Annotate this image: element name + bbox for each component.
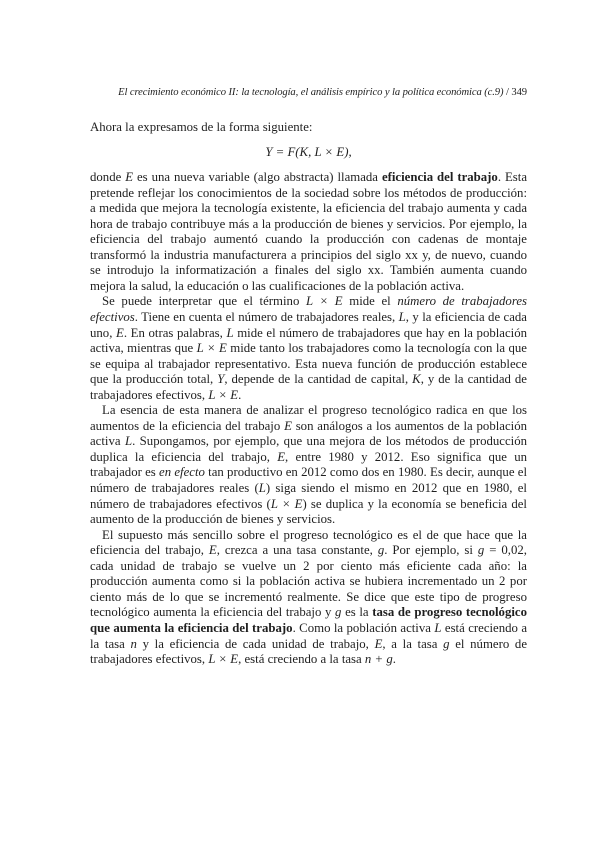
p4-var-g-3: g [335,605,342,620]
p3-text-g: , entre 1980 y 2012. Eso significa que un trabajador es [90,449,528,480]
p3-text-i: tan productivo en 2012 como dos en 1980. Es decir, aunque el número de trabajadores reales ( [90,465,527,496]
paragraph-2 [90,294,527,403]
p4-var-g-4: g [443,636,450,651]
p2-text-g: , y la eficiencia de cada uno, [90,310,527,340]
p4-var-e-2: E [374,636,383,651]
p3-text-m: ) se duplica y la economía se beneficia del aumento de la producción de bienes y servicios. [90,496,527,527]
p4-text-u: , está creciendo a la tasa [238,652,365,667]
p4-text-m: está creciendo a la tasa [90,620,528,651]
p2-var-le-1: L × E [306,294,343,309]
p3-text-c: son análogos a los aumentos de la población activa [90,418,527,449]
p4-var-g-1: g [377,543,385,558]
p4-text-c: , crezca a una tasa constante, [216,543,378,558]
p1-text-c: es una nueva variable (algo abstracta) llamada [133,170,382,185]
p2-text-q: , y de la cantidad de trabajadores efectivos, [90,372,527,402]
p4-var-g-2: g [477,543,485,558]
production-function-formula: Y = F(K, L × E), [265,144,352,159]
p2-text-a: Se puede interpretar que el término [102,294,306,309]
p2-text-i: . En otras palabras, [123,325,227,340]
p4-text-e: . Por ejemplo, si [384,543,478,558]
p3-term-en-efecto: en efecto [159,465,205,480]
p4-text-s: el número de trabajadores efectivos, [90,636,527,667]
p4-term-tasa-progreso: tasa de progreso tecnológico que aumenta la eficiencia del trabajo [90,605,527,635]
p2-text-m: mide tanto los trabajadores como la tecnología con la que se equipa al trabajador representativo. Esta nueva función de producción establece que la producción total, [90,341,527,387]
p2-var-le-3: L × E [208,387,239,402]
p4-var-le: L × E [208,652,239,667]
p4-var-n-plus-g: n + g [364,652,393,667]
p4-var-e-1: E [208,543,217,558]
paragraph-4 [90,528,527,668]
p2-text-o: , depende de la cantidad de capital, [224,372,413,387]
p3-var-e-2: E [277,449,286,464]
p2-var-le-2: L × E [196,341,227,356]
p1-text-e: . Esta pretende reflejar los conocimientos de la sociedad sobre los métodos de producción: a medida que mejora la tecnología existente, la eficiencia del trabajo aumenta y cada hora de trabajo contribuye más a la producción de bienes y servicios. Por ejemplo, la eficiencia del trabajo aumentó cuando la producción con cadenas de montaje transformó la industria manufacturera a principios del siglo xx y, de nuevo, cuando se introdujo la informatización a finales del siglo xx. También aumenta cuando mejora la salud, la educación o las cualificaciones de la población activa. [90,170,528,293]
p4-text-k: . Como la población activa [292,620,435,635]
p2-text-c: mide el [342,294,398,309]
p2-text-s: . [238,387,242,402]
p3-var-le: L × E [270,496,303,511]
p3-text-k: ) siga siendo el mismo en 2012 que en 1980, el número de trabajadores efectivos ( [90,481,527,511]
p2-var-l-2: L [226,325,234,340]
p4-text-g: = 0,02, cada unidad de trabajo se vuelve un 2 por ciento más eficiente cada año: la producción aumenta como si la población activa se hubiera incrementado un 2 por ciento más de lo que se incrementó realmente. Se dice que este tipo de progreso tecnológico aumenta la eficiencia del trabajo y [90,543,527,620]
p4-var-l: L [434,620,442,635]
p3-var-l-1: L [124,434,133,449]
p3-var-e-1: E [284,418,292,433]
p1-var-e: E [125,170,134,185]
p3-var-l-2: L [258,481,266,496]
p2-var-k: K [412,372,421,387]
p4-text-a: El supuesto más sencillo sobre el progreso tecnológico es el de que hace que la eficiencia del trabajo, [90,527,527,558]
page-body [90,120,527,668]
page-number: 349 [511,87,527,98]
paragraph-1 [90,170,527,294]
intro-sentence: Ahora la expresamos de la forma siguiente: [90,120,313,134]
header-separator: / [506,87,509,98]
p4-text-w: . [392,652,396,667]
p2-var-y: Y [217,372,225,387]
p4-text-o: y la eficiencia de cada unidad de trabajo, [136,636,375,651]
p2-var-l-1: L [398,310,406,325]
running-header [0,87,527,98]
paragraph-3 [90,403,527,527]
p1-term-eficiencia: eficiencia del trabajo [381,170,498,185]
p1-text-a: donde [90,170,126,185]
p2-text-k: mide el número de trabajadores que hay en la población activa, mientras que [90,325,528,356]
p2-text-e: . Tiene en cuenta el número de trabajadores reales, [134,310,399,325]
p3-text-e: . Supongamos, por ejemplo, que una mejora de los métodos de producción duplica la eficiencia del trabajo, [90,434,527,464]
p2-term-trabajadores-efectivos: número de trabajadores efectivos [90,294,527,325]
p4-var-n: n [130,636,137,651]
p2-var-e: E [116,325,124,340]
header-title: El crecimiento económico II: la tecnología, el análisis empírico y la política económica (c.9) [118,87,504,98]
p4-text-q: , a la tasa [382,636,444,651]
p3-text-a: La esencia de esta manera de analizar el progreso tecnológico radica en que los aumentos de la eficiencia del trabajo [90,403,527,433]
p4-text-i: es la [341,605,373,620]
